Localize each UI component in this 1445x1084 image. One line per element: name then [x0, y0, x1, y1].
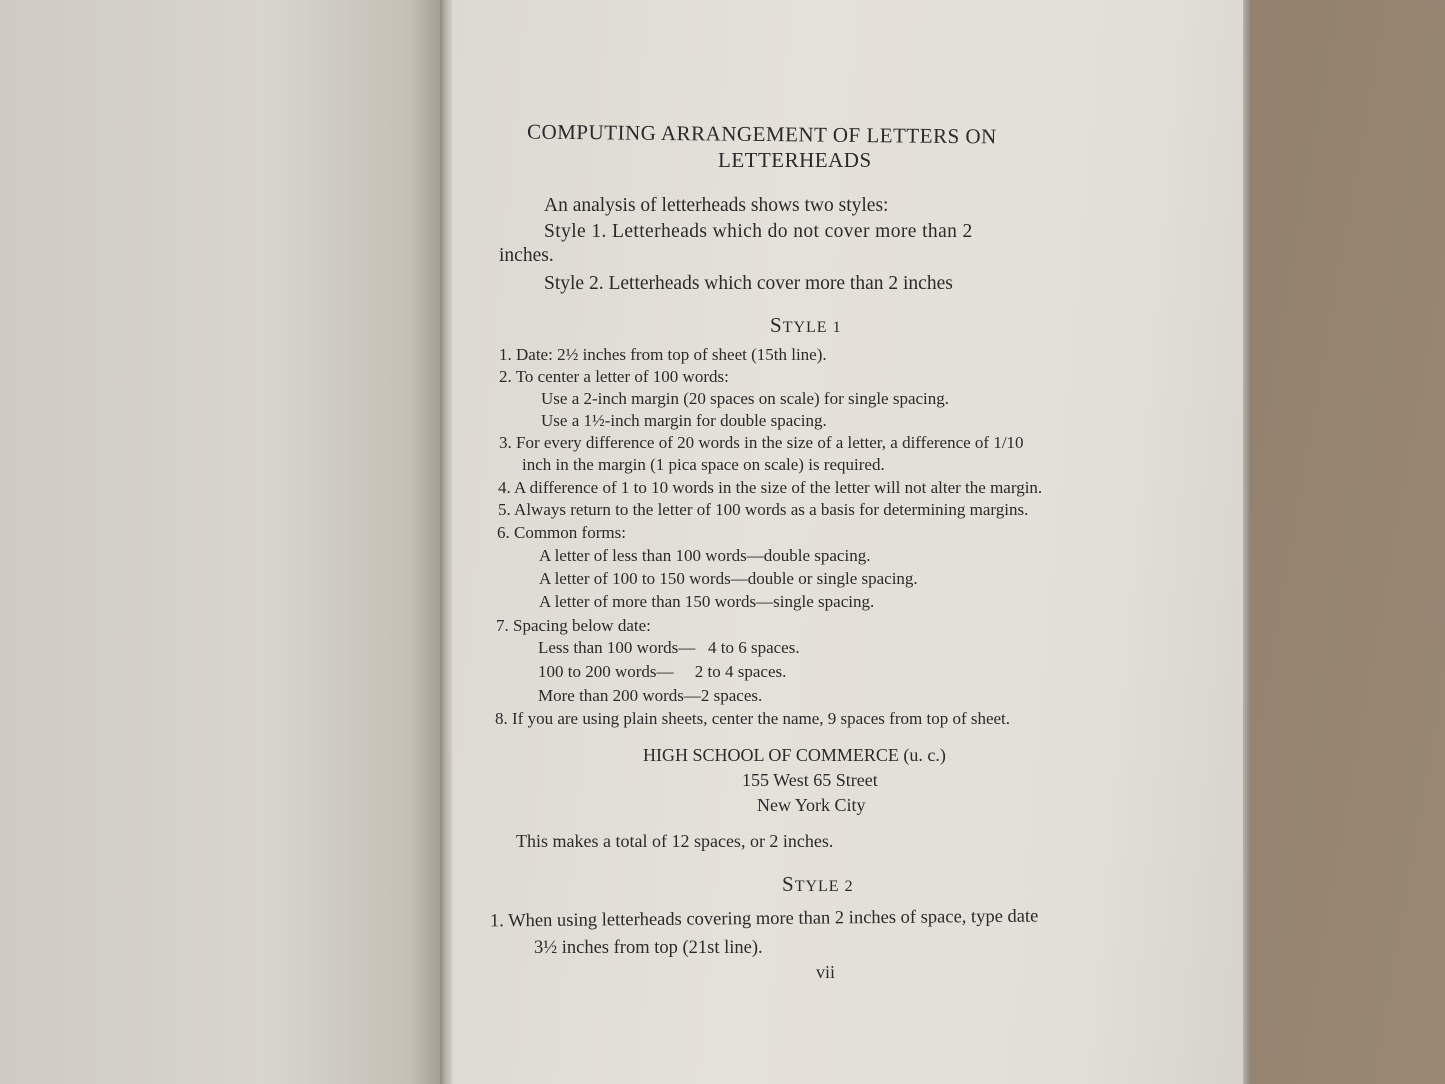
address-line-3: New York City — [757, 795, 866, 815]
list-item: Use a 2-inch margin (20 spaces on scale) for single spacing. — [541, 389, 950, 408]
page-edge — [1243, 0, 1251, 1084]
style2-heading: STYLE 2 — [782, 872, 854, 896]
list-item: 6. Common forms: — [497, 523, 626, 542]
list-item: 3. For every difference of 20 words in the size of a letter, a difference of 1/10 — [499, 433, 1024, 452]
list-item: A letter of less than 100 words—double spacing. — [539, 546, 871, 565]
book-gutter — [440, 0, 452, 1084]
style1-description: Style 1. Letterheads which do not cover more than 2 — [544, 221, 973, 242]
list-item: 100 to 200 words— 2 to 4 spaces. — [538, 662, 787, 681]
list-item: 1. Date: 2½ inches from top of sheet (15th line). — [499, 345, 827, 364]
page-title-line-1: COMPUTING ARRANGEMENT OF LETTERS ON — [526, 119, 997, 149]
intro-line: An analysis of letterheads shows two styles: — [544, 195, 889, 216]
list-item: 1. When using letterheads covering more than 2 inches of space, type date — [489, 906, 1039, 932]
list-item: Use a 1½-inch margin for double spacing. — [541, 411, 827, 430]
style1-description-cont: inches. — [499, 245, 554, 266]
left-page — [0, 0, 445, 1084]
address-line-1: HIGH SCHOOL OF COMMERCE (u. c.) — [643, 745, 946, 765]
list-item: 3½ inches from top (21st line). — [534, 938, 763, 958]
list-item: 8. If you are using plain sheets, center the name, 9 spaces from top of sheet. — [495, 709, 1011, 728]
list-item: A letter of more than 150 words—single spacing. — [539, 592, 875, 611]
list-item: Less than 100 words— 4 to 6 spaces. — [538, 638, 800, 657]
total-note: This makes a total of 12 spaces, or 2 inches. — [516, 831, 834, 851]
list-item: 2. To center a letter of 100 words: — [499, 367, 729, 386]
list-item: A letter of 100 to 150 words—double or single spacing. — [539, 569, 918, 588]
page-number: vii — [816, 962, 836, 982]
list-item: 5. Always return to the letter of 100 words as a basis for determining margins. — [498, 500, 1029, 519]
page-title-line-2: LETTERHEADS — [718, 148, 872, 172]
address-line-2: 155 West 65 Street — [742, 770, 878, 790]
style2-description: Style 2. Letterheads which cover more than 2 inches — [544, 273, 953, 294]
list-item: inch in the margin (1 pica space on scale) is required. — [522, 455, 885, 474]
list-item: 4. A difference of 1 to 10 words in the size of the letter will not alter the margin. — [498, 478, 1043, 497]
list-item: 7. Spacing below date: — [496, 616, 651, 635]
style1-heading: STYLE 1 — [770, 313, 842, 337]
list-item: More than 200 words—2 spaces. — [538, 686, 763, 705]
